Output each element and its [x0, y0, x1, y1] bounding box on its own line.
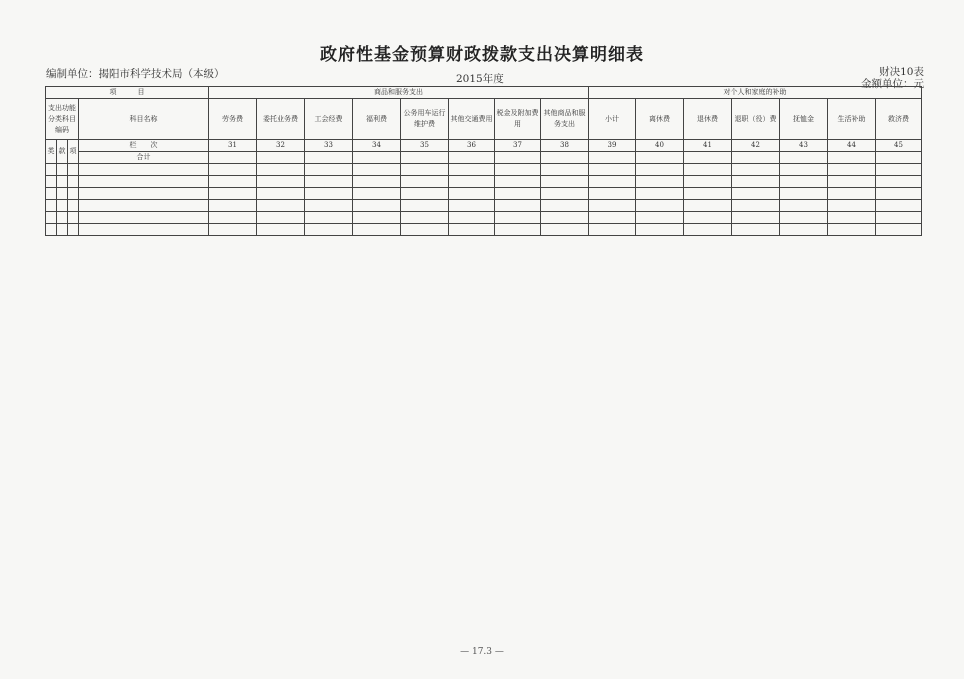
col-header-38: 其他商品和服务支出	[541, 99, 589, 140]
table-cell	[209, 224, 257, 236]
page-number: — 17.3 —	[460, 647, 504, 657]
column-number-label: 栏 次	[79, 140, 209, 152]
table-cell	[401, 164, 449, 176]
col-no-40: 40	[636, 140, 684, 152]
item-header: 项 目	[46, 87, 209, 99]
table-cell	[401, 152, 449, 164]
table-cell	[636, 164, 684, 176]
table-cell	[449, 224, 495, 236]
table-cell	[257, 188, 305, 200]
table-cell	[46, 212, 57, 224]
table-cell	[876, 200, 922, 212]
table-cell	[46, 164, 57, 176]
col-header-40: 离休费	[636, 99, 684, 140]
table-cell	[257, 200, 305, 212]
table-cell	[780, 164, 828, 176]
table-cell	[828, 164, 876, 176]
kind-header: 类	[46, 140, 57, 164]
table-cell	[257, 176, 305, 188]
money-unit: 金额单位：元	[861, 78, 924, 90]
table-cell	[636, 152, 684, 164]
table-cell	[780, 152, 828, 164]
table-cell	[209, 164, 257, 176]
table-cell	[449, 212, 495, 224]
table-cell	[636, 176, 684, 188]
table-cell	[732, 200, 780, 212]
table-cell	[305, 176, 353, 188]
col-header-32: 委托业务费	[257, 99, 305, 140]
table-cell	[353, 224, 401, 236]
table-cell	[828, 212, 876, 224]
col-no-44: 44	[828, 140, 876, 152]
table-cell	[541, 200, 589, 212]
table-cell	[780, 224, 828, 236]
function-code-header: 支出功能分类科目编码	[46, 99, 79, 140]
table-cell	[828, 188, 876, 200]
table-cell	[876, 164, 922, 176]
table-cell	[305, 212, 353, 224]
col-no-33: 33	[305, 140, 353, 152]
table-cell	[57, 188, 68, 200]
table-cell	[68, 212, 79, 224]
table-cell	[780, 200, 828, 212]
table-cell	[68, 200, 79, 212]
col-header-44: 生活补助	[828, 99, 876, 140]
table-cell	[732, 212, 780, 224]
table-cell	[449, 152, 495, 164]
table-cell	[401, 200, 449, 212]
table-cell	[257, 152, 305, 164]
table-cell	[401, 212, 449, 224]
col-header-39: 小计	[589, 99, 636, 140]
table-cell	[589, 224, 636, 236]
fiscal-year: 2015年度	[456, 73, 504, 85]
table-cell	[876, 212, 922, 224]
col-header-41: 退休费	[684, 99, 732, 140]
table-cell	[57, 224, 68, 236]
table-cell	[209, 188, 257, 200]
col-header-37: 税金及附加费用	[495, 99, 541, 140]
table-cell	[636, 188, 684, 200]
table-cell	[209, 176, 257, 188]
table-cell	[209, 212, 257, 224]
table-cell	[401, 224, 449, 236]
table-cell	[684, 164, 732, 176]
table-cell	[541, 176, 589, 188]
table-cell	[401, 176, 449, 188]
col-no-38: 38	[541, 140, 589, 152]
table-cell	[68, 224, 79, 236]
col-header-36: 其他交通费用	[449, 99, 495, 140]
table-cell	[780, 188, 828, 200]
col-header-35: 公务用车运行维护费	[401, 99, 449, 140]
table-cell	[876, 224, 922, 236]
table-cell	[828, 200, 876, 212]
table-cell	[46, 200, 57, 212]
table-cell	[46, 176, 57, 188]
table-number: 财决10表	[879, 66, 924, 78]
table-cell	[353, 188, 401, 200]
col-no-45: 45	[876, 140, 922, 152]
table-cell	[305, 152, 353, 164]
table-cell	[353, 200, 401, 212]
table-cell	[589, 188, 636, 200]
table-cell	[305, 200, 353, 212]
col-no-37: 37	[495, 140, 541, 152]
col-no-32: 32	[257, 140, 305, 152]
table-cell	[636, 200, 684, 212]
col-no-41: 41	[684, 140, 732, 152]
table-cell	[636, 212, 684, 224]
col-no-36: 36	[449, 140, 495, 152]
col-header-42: 退职（役）费	[732, 99, 780, 140]
table-cell	[495, 164, 541, 176]
table-cell	[495, 200, 541, 212]
table-cell	[79, 176, 209, 188]
table-cell	[79, 224, 209, 236]
col-no-35: 35	[401, 140, 449, 152]
col-header-43: 抚恤金	[780, 99, 828, 140]
table-cell	[449, 176, 495, 188]
table-cell	[79, 188, 209, 200]
table-cell	[449, 188, 495, 200]
table-cell	[828, 176, 876, 188]
col-no-34: 34	[353, 140, 401, 152]
table-cell	[353, 212, 401, 224]
total-label: 合计	[79, 152, 209, 164]
table-cell	[828, 224, 876, 236]
table-cell	[732, 164, 780, 176]
table-cell	[589, 176, 636, 188]
personal-subsidy-header: 对个人和家庭的补助	[589, 87, 922, 99]
table-cell	[68, 176, 79, 188]
col-no-42: 42	[732, 140, 780, 152]
table-cell	[684, 200, 732, 212]
table-cell	[684, 188, 732, 200]
table-cell	[589, 200, 636, 212]
table-row	[46, 224, 922, 236]
table-cell	[68, 164, 79, 176]
section-header: 款	[57, 140, 68, 164]
col-header-34: 福利费	[353, 99, 401, 140]
table-cell	[79, 200, 209, 212]
table-cell	[46, 188, 57, 200]
table-cell	[495, 188, 541, 200]
table-cell	[684, 176, 732, 188]
expenditure-table	[45, 86, 922, 236]
table-cell	[684, 224, 732, 236]
goods-services-header: 商品和服务支出	[209, 87, 589, 99]
table-cell	[495, 152, 541, 164]
table-cell	[57, 212, 68, 224]
table-cell	[449, 164, 495, 176]
table-cell	[541, 152, 589, 164]
table-cell	[57, 164, 68, 176]
table-cell	[257, 164, 305, 176]
table-row	[46, 188, 922, 200]
table-cell	[876, 176, 922, 188]
table-cell	[541, 224, 589, 236]
table-cell	[209, 200, 257, 212]
table-cell	[401, 188, 449, 200]
table-row	[46, 200, 922, 212]
table-row	[46, 164, 922, 176]
table-cell	[876, 188, 922, 200]
table-cell	[57, 200, 68, 212]
table-cell	[305, 164, 353, 176]
col-header-31: 劳务费	[209, 99, 257, 140]
table-cell	[636, 224, 684, 236]
table-cell	[732, 176, 780, 188]
table-cell	[449, 200, 495, 212]
table-cell	[305, 224, 353, 236]
item-code-header: 项	[68, 140, 79, 164]
table-cell	[780, 212, 828, 224]
table-cell	[353, 164, 401, 176]
table-cell	[684, 152, 732, 164]
table-row	[46, 176, 922, 188]
table-cell	[209, 152, 257, 164]
table-cell	[732, 224, 780, 236]
table-row	[46, 212, 922, 224]
table-cell	[589, 152, 636, 164]
col-no-39: 39	[589, 140, 636, 152]
table-cell	[589, 164, 636, 176]
col-header-45: 救济费	[876, 99, 922, 140]
col-no-31: 31	[209, 140, 257, 152]
table-cell	[305, 188, 353, 200]
table-cell	[684, 212, 732, 224]
table-cell	[541, 188, 589, 200]
subject-name-header: 科目名称	[79, 99, 209, 140]
table-cell	[79, 212, 209, 224]
table-cell	[589, 212, 636, 224]
table-cell	[495, 224, 541, 236]
table-cell	[732, 152, 780, 164]
page-title: 政府性基金预算财政拨款支出决算明细表	[320, 45, 644, 65]
table-cell	[541, 164, 589, 176]
table-cell	[495, 212, 541, 224]
table-cell	[828, 152, 876, 164]
compiling-unit: 编制单位：揭阳市科学技术局（本级）	[46, 68, 225, 80]
table-cell	[46, 224, 57, 236]
table-cell	[257, 212, 305, 224]
table-cell	[541, 212, 589, 224]
table-cell	[780, 176, 828, 188]
table-cell	[353, 176, 401, 188]
table-cell	[353, 152, 401, 164]
col-no-43: 43	[780, 140, 828, 152]
table-cell	[57, 176, 68, 188]
table-cell	[79, 164, 209, 176]
empty-rows	[46, 164, 922, 236]
table-cell	[68, 188, 79, 200]
table-cell	[876, 152, 922, 164]
table-cell	[732, 188, 780, 200]
table-cell	[495, 176, 541, 188]
col-header-33: 工会经费	[305, 99, 353, 140]
table-cell	[257, 224, 305, 236]
